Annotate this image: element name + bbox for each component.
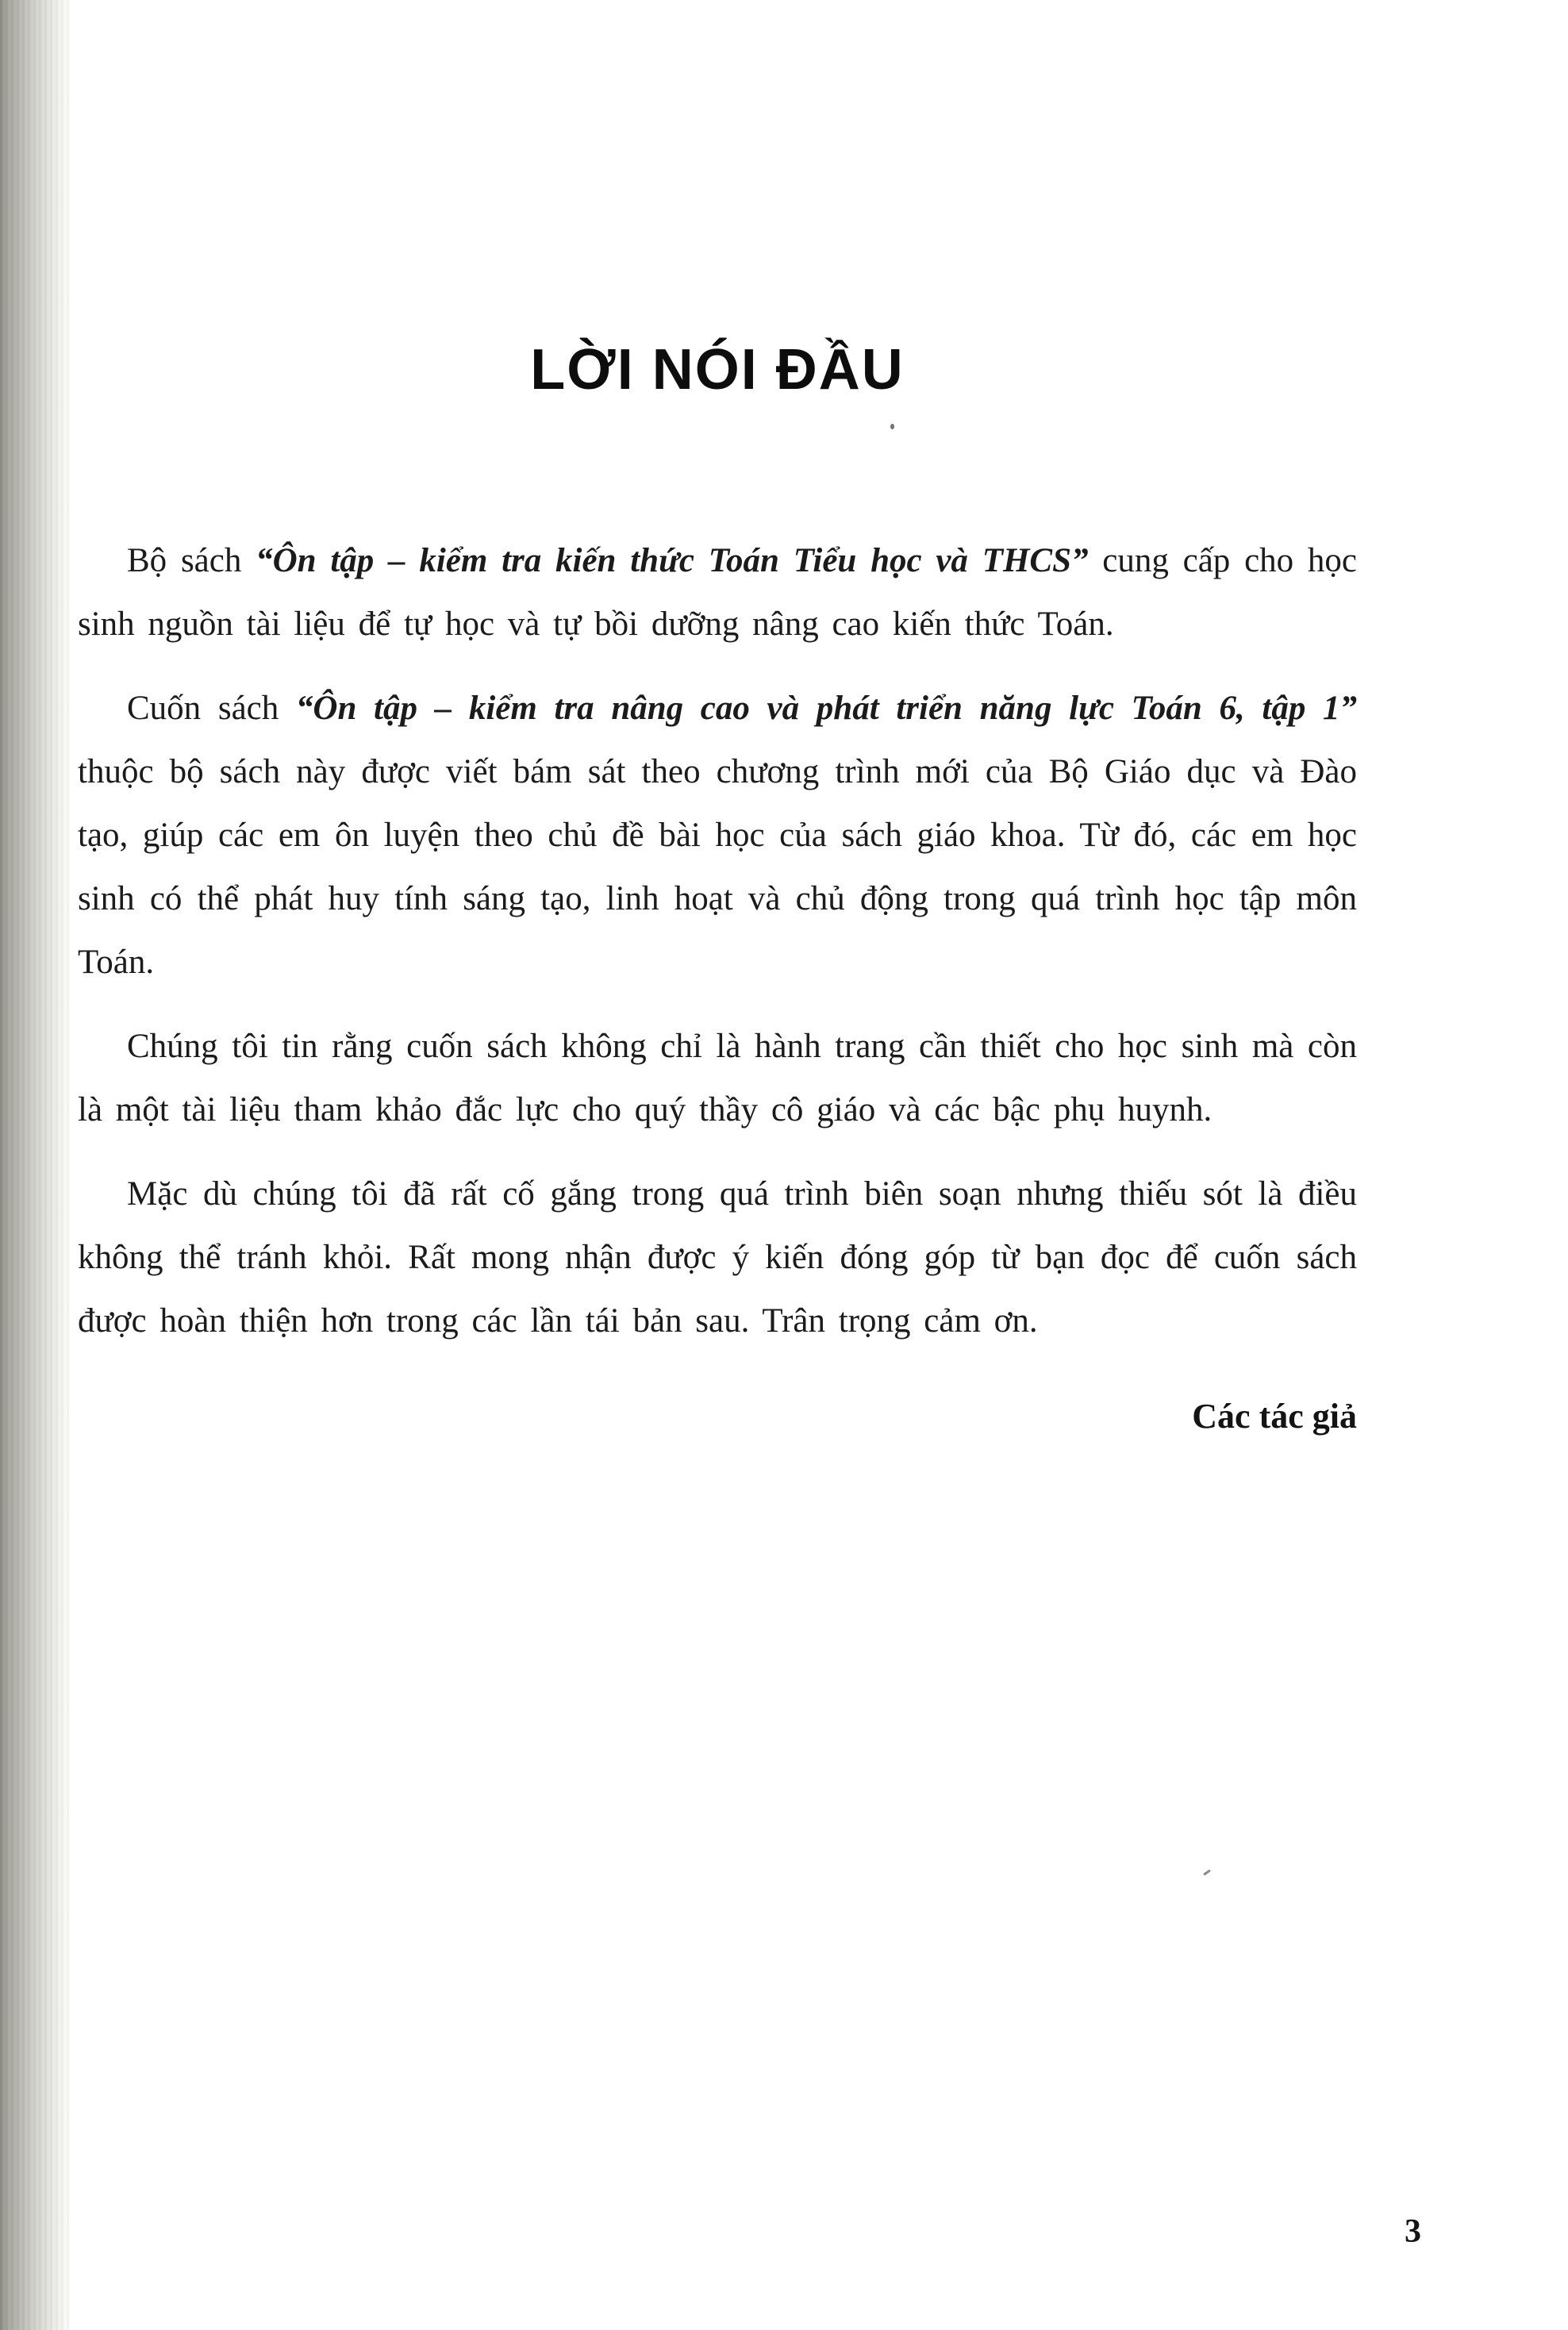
scan-edge-shadow bbox=[0, 0, 71, 2330]
paragraph-text: Cuốn sách bbox=[127, 690, 296, 727]
paragraph-closing bbox=[78, 1163, 1357, 1353]
paragraph-text: Mặc dù chúng tôi đã rất cố gắng trong quá trình biên soạn nhưng thiếu sót là điều không thể tránh khỏi. Rất mong nhận được ý kiến đóng góp từ bạn đọc để cuốn sách được hoàn thiện hơn trong các lần tái bản sau. Trân trọng cảm ơn. bbox=[78, 1175, 1357, 1340]
author-signature: Các tác giả bbox=[1192, 1397, 1357, 1436]
paragraph-book bbox=[78, 677, 1357, 994]
paragraph-text: cung cấp cho học sinh nguồn tài liệu để tự học và tự bồi dưỡng nâng cao kiến thức Toán. bbox=[78, 542, 1357, 643]
book-series-title: “Ôn tập – kiểm tra kiến thức Toán Tiểu học và THCS” bbox=[256, 542, 1089, 579]
page-title: LỜI NÓI ĐẦU bbox=[530, 338, 905, 402]
paragraph-text: Chúng tôi tin rằng cuốn sách không chỉ là hành trang cần thiết cho học sinh mà còn là một tài liệu tham khảo đắc lực cho quý thầy cô giáo và các bậc phụ huynh. bbox=[78, 1028, 1357, 1128]
paragraph-intro bbox=[78, 529, 1357, 656]
paragraph-text: thuộc bộ sách này được viết bám sát theo chương trình mới của Bộ Giáo dục và Đào tạo, giúp các em ôn luyện theo chủ đề bài học của sách giáo khoa. Từ đó, các em học sinh có thể phát huy tính sáng tạo, linh hoạt và chủ động trong quá trình học tập môn Toán. bbox=[78, 753, 1357, 981]
page-number: 3 bbox=[1405, 2213, 1421, 2250]
scan-artifact-dot bbox=[890, 424, 894, 429]
paragraph-audience bbox=[78, 1015, 1357, 1142]
scan-artifact-tick bbox=[1203, 1869, 1211, 1875]
book-volume-title: “Ôn tập – kiểm tra nâng cao và phát triển năng lực Toán 6, tập 1” bbox=[295, 690, 1357, 727]
page-content bbox=[78, 0, 1357, 1448]
paragraph-text: Bộ sách bbox=[127, 542, 256, 579]
